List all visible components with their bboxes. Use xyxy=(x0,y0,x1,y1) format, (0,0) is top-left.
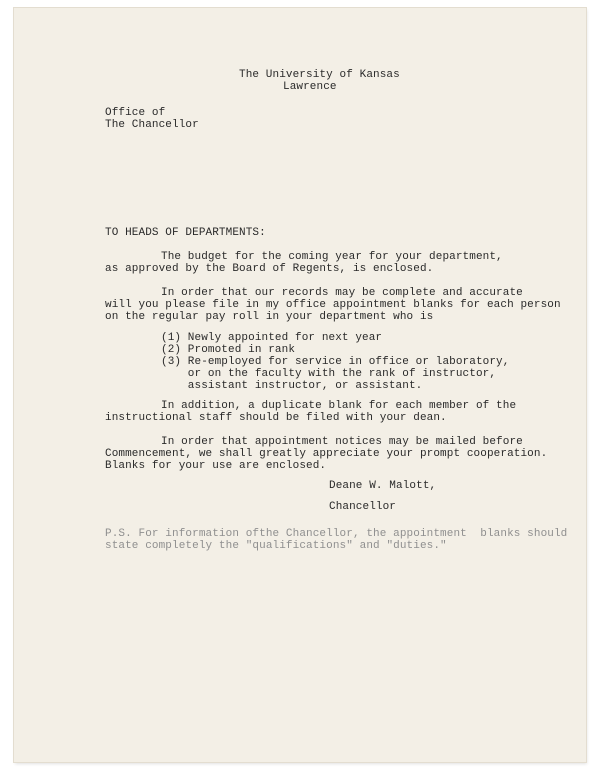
list-item: (1) Newly appointed for next year xyxy=(161,332,383,344)
list-item-continued: or on the faculty with the rank of instructor, xyxy=(161,368,497,380)
list-item: (3) Re-employed for service in office or laboratory, xyxy=(161,356,510,368)
paragraph-4-line: Blanks for your use are enclosed. xyxy=(105,460,327,472)
office-line-1: Office of xyxy=(105,107,166,119)
paragraph-3-line: instructional staff should be filed with your dean. xyxy=(105,412,447,424)
postscript-line: P.S. For information ofthe Chancellor, the appointment blanks should xyxy=(105,528,568,540)
paragraph-1-line: as approved by the Board of Regents, is enclosed. xyxy=(105,263,434,275)
paragraph-3-line: In addition, a duplicate blank for each member of the xyxy=(161,400,517,412)
salutation: TO HEADS OF DEPARTMENTS: xyxy=(105,227,266,239)
list-item-continued: assistant instructor, or assistant. xyxy=(161,380,423,392)
paragraph-2-line: In order that our records may be complete and accurate xyxy=(161,287,523,299)
list-item: (2) Promoted in rank xyxy=(161,344,296,356)
signature-name: Deane W. Malott, xyxy=(329,480,437,492)
paragraph-1-line: The budget for the coming year for your department, xyxy=(161,251,503,263)
letterhead-institution: The University of Kansas xyxy=(239,69,400,81)
letterhead-city: Lawrence xyxy=(283,81,337,93)
paragraph-4-line: Commencement, we shall greatly appreciate your prompt cooperation. xyxy=(105,448,548,460)
paragraph-2-line: will you please file in my office appointment blanks for each person xyxy=(105,299,561,311)
paragraph-4-line: In order that appointment notices may be mailed before xyxy=(161,436,523,448)
paragraph-2-line: on the regular pay roll in your department who is xyxy=(105,311,434,323)
office-line-2: The Chancellor xyxy=(105,119,199,131)
signature-title: Chancellor xyxy=(329,501,397,513)
postscript-line: state completely the "qualifications" and "duties." xyxy=(105,540,447,552)
